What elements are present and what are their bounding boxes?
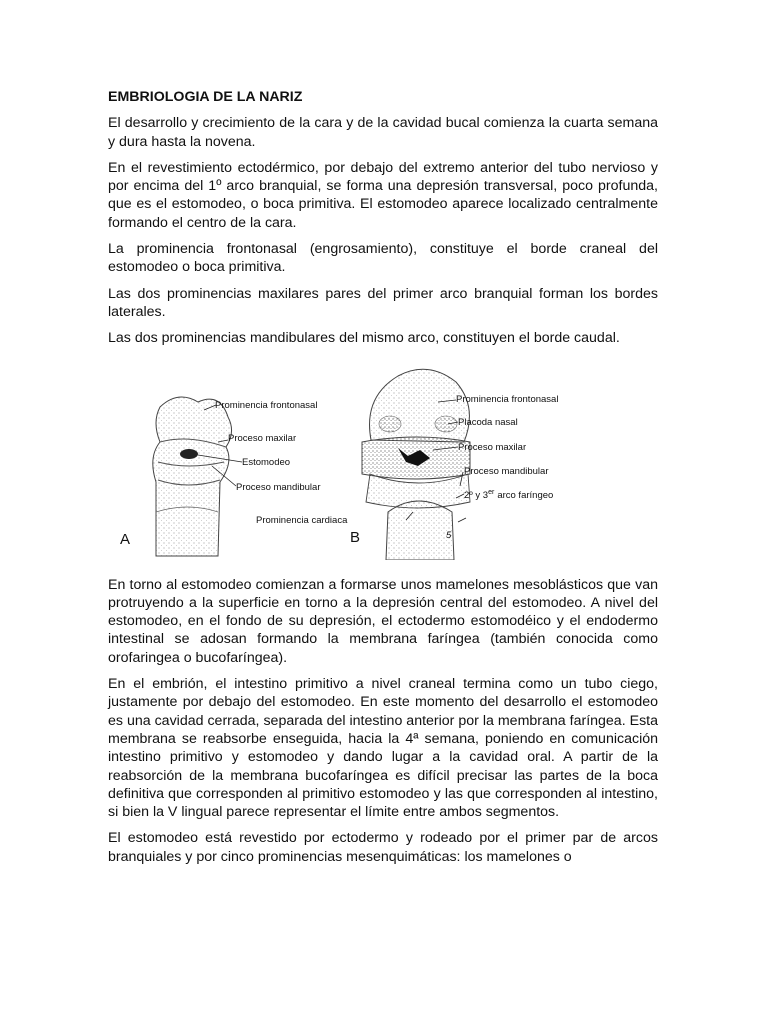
embryo-illustration xyxy=(108,362,658,560)
paragraph-5: Las dos prominencias mandibulares del mismo arco, constituyen el borde caudal. xyxy=(108,330,620,347)
paragraph-7: En el embrión, el intestino primitivo a nivel craneal termina como un tubo ciego, justamente por debajo del estomodeo. En este momento del desarrollo el estomodeo es una cavidad cerrada, separada del intestino anterior por la membrana faríngea. Esta membrana se reabsorbe enseguida, hacia la 4ª semana, poniendo en comunicación intestino primitivo y estomodeo y dando lugar a la cavidad oral. A partir de la reabsorción de la membrana bucofaríngea es difícil precisar las partes de la boca definitiva que corresponden al primitivo estomodeo y las que corresponden al intestino, si bien la V lingual parece representar el límite entre ambos segmentos. xyxy=(108,676,658,821)
doc-title: EMBRIOLOGIA DE LA NARIZ xyxy=(108,89,303,105)
paragraph-2: En el revestimiento ectodérmico, por debajo del extremo anterior del tubo nervioso y por encima del 1º arco branquial, se forma una depresión transversal, poco profunda, que es el estomodeo, o boca primitiva. El estomodeo aparece localizado centralmente formando el centro de la cara. xyxy=(108,159,658,231)
panel-label-b: B xyxy=(350,528,361,546)
label-a-cardiaca: Prominencia cardiaca xyxy=(256,514,348,526)
paragraph-1: El desarrollo y crecimiento de la cara y de la cavidad bucal comienza la cuarta semana y dura hasta la novena. xyxy=(108,115,658,150)
paragraph-8: El estomodeo está revestido por ectodermo y rodeado por el primer par de arcos branquiales y por cinco prominencias mesenquimáticas: los mamelones o xyxy=(108,830,658,865)
label-b-placoda: Placoda nasal xyxy=(458,416,518,428)
document-page xyxy=(108,88,658,874)
label-a-mandibular: Proceso mandibular xyxy=(236,481,321,493)
illustrator-signature: 5 xyxy=(446,529,452,541)
label-a-maxilar: Proceso maxilar xyxy=(228,432,297,444)
paragraph-4: Las dos prominencias maxilares pares del primer arco branquial forman los bordes laterales. xyxy=(108,285,658,320)
label-a-frontonasal: Prominencia frontonasal xyxy=(215,399,318,411)
label-b-arcos: 2º y 3er arco faríngeo xyxy=(464,488,554,501)
paragraph-6: En torno al estomodeo comienzan a formarse unos mamelones mesoblásticos que van protruyendo a la superficie en torno a la depresión central del estomodeo. A nivel del estomodeo, en el fondo de su depresión, el ectodermo estomodéico y el endodermo intestinal se adosan formando la membrana faríngea (también conocida como orofaringea o bucofaríngea). xyxy=(108,576,658,666)
embryo-a-drawing xyxy=(153,397,232,556)
label-b-maxilar: Proceso maxilar xyxy=(458,441,527,453)
panel-label-a: A xyxy=(120,530,131,548)
label-b-mandibular: Proceso mandibular xyxy=(464,465,549,477)
embryo-b-drawing xyxy=(362,369,470,560)
embryo-face-figure xyxy=(108,362,658,560)
label-b-frontonasal: Prominencia frontonasal xyxy=(456,393,559,405)
paragraph-3: La prominencia frontonasal (engrosamiento), constituye el borde craneal del estomodeo o boca primitiva. xyxy=(108,241,658,276)
label-a-estomodeo: Estomodeo xyxy=(242,456,291,468)
